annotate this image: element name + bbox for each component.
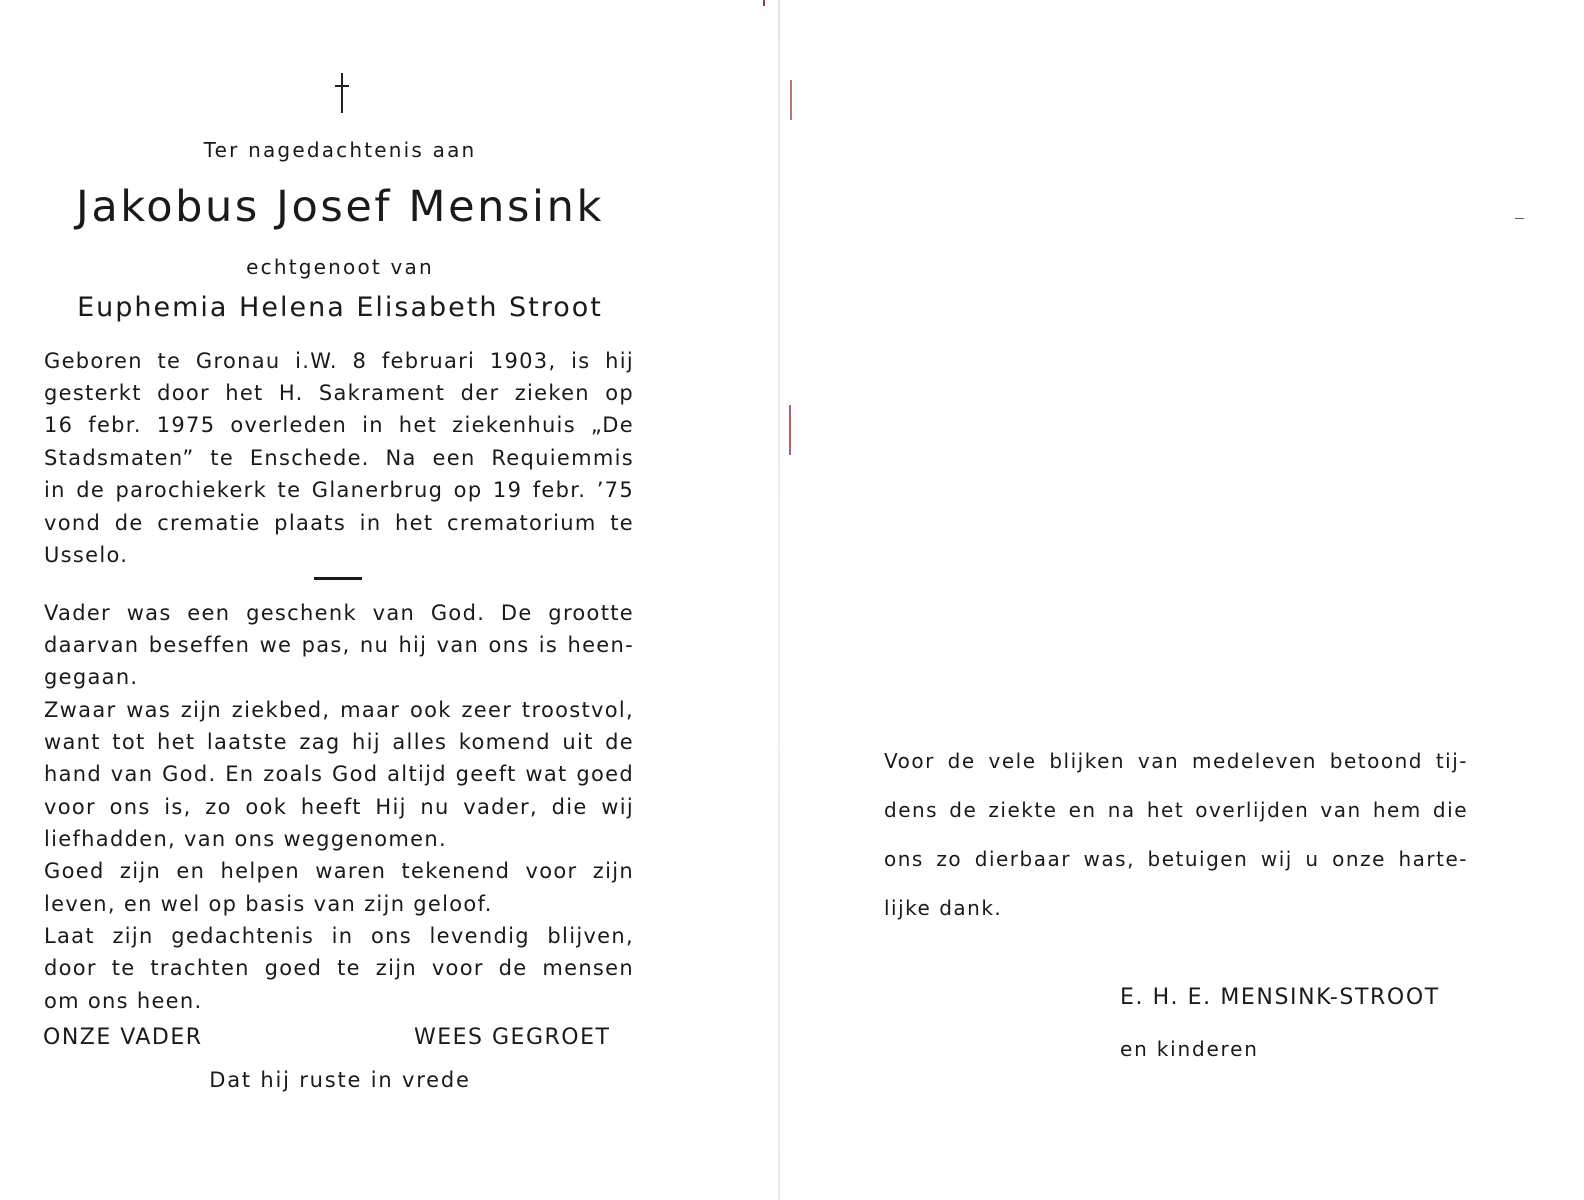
reflection-line: door te trachten goed te zijn voor de mensen <box>44 956 634 980</box>
paper-speck <box>1515 218 1524 219</box>
thanks-line: dens de ziekte en na het overlijden van hem die <box>884 798 1468 822</box>
reflection-line: daarvan beseffen we pas, nu hij van ons is heen- <box>44 633 634 657</box>
fold-mark-upper <box>790 80 792 120</box>
biography-line: Usselo. <box>44 543 129 567</box>
signature-sub: en kinderen <box>1120 1037 1259 1061</box>
section-divider <box>314 577 362 580</box>
biography-line: Stadsmaten” te Enschede. Na een Requiemmis <box>44 446 634 470</box>
reflection-line: hand van God. En zoals God altijd geeft wat goed <box>44 762 634 786</box>
cross-icon <box>332 73 352 113</box>
reflection-line: Zwaar was zijn ziekbed, maar ook zeer troostvol, <box>44 698 634 722</box>
fold-mark-middle <box>789 405 791 455</box>
thanks-line: ons zo dierbaar was, betuigen wij u onze harte- <box>884 847 1468 871</box>
fold-mark-top <box>763 0 765 6</box>
biography-line: in de parochiekerk te Glanerbrug op 19 febr. ’75 <box>44 478 634 502</box>
biography-line: gesterkt door het H. Sakrament der zieken op <box>44 381 634 405</box>
card-fold <box>778 0 780 1200</box>
reflection-line: om ons heen. <box>44 989 203 1013</box>
thanks-line: lijke dank. <box>884 896 1003 920</box>
reflection-line: Vader was een geschenk van God. De grootte <box>44 601 634 625</box>
deceased-name: Jakobus Josef Mensink <box>76 182 604 232</box>
biography-line: vond de crematie plaats in het crematorium te <box>44 511 634 535</box>
reflection-line: leven, en wel op basis van zijn geloof. <box>44 892 493 916</box>
reflection-line: voor ons is, zo ook heeft Hij nu vader, die wij <box>44 795 634 819</box>
reflection-line: Goed zijn en helpen waren tekenend voor zijn <box>44 859 634 883</box>
spouse-label: echtgenoot van <box>246 255 434 279</box>
prayer-right: WEES GEGROET <box>414 1025 611 1050</box>
biography-line: 16 febr. 1975 overleden in het ziekenhuis „De <box>44 413 634 437</box>
prayer-left: ONZE VADER <box>43 1025 203 1050</box>
intro-text: Ter nagedachtenis aan <box>203 138 477 162</box>
spouse-name: Euphemia Helena Elisabeth Stroot <box>77 292 603 323</box>
signature: E. H. E. MENSINK-STROOT <box>1120 985 1440 1010</box>
closing-text: Dat hij ruste in vrede <box>209 1068 471 1092</box>
reflection-line: gegaan. <box>44 665 139 689</box>
reflection-line: liefhadden, van ons weggenomen. <box>44 827 447 851</box>
reflection-line: Laat zijn gedachtenis in ons levendig blijven, <box>44 924 634 948</box>
biography-line: Geboren te Gronau i.W. 8 februari 1903, is hij <box>44 349 634 373</box>
thanks-line: Voor de vele blijken van medeleven betoond tij- <box>884 749 1468 773</box>
reflection-line: want tot het laatste zag hij alles komend uit de <box>44 730 634 754</box>
